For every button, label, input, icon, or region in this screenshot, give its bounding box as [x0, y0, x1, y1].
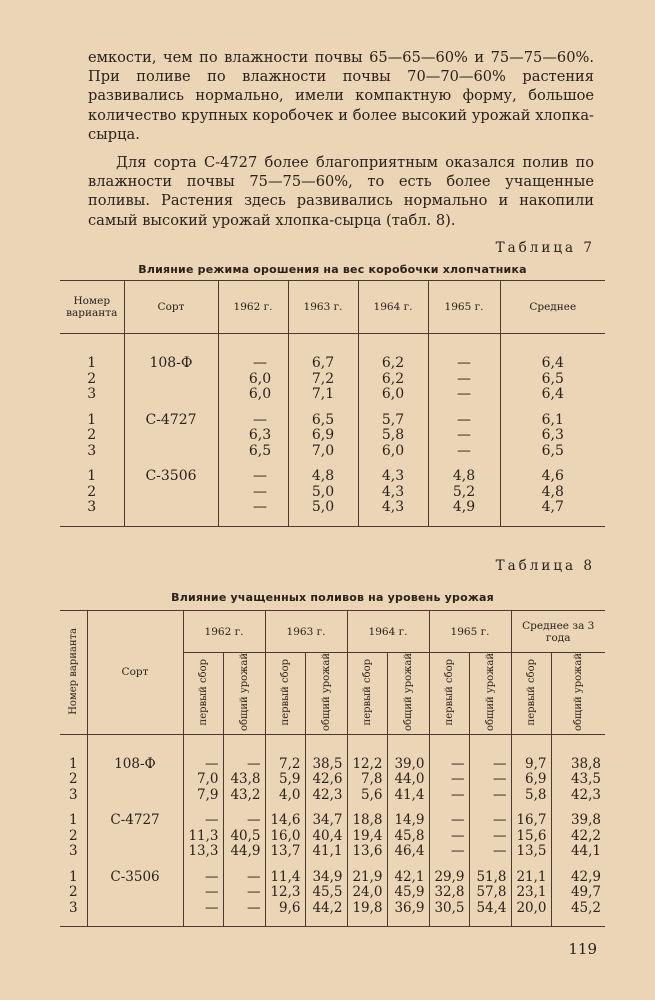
t8-cell-num: 1 [68, 755, 78, 772]
t8-cell-value: 20,0 [511, 901, 551, 917]
t7-cell-avg: 4,8 [500, 485, 605, 501]
t7-cell-1962: — [218, 356, 288, 372]
table-row [60, 387, 605, 403]
t7-cell-1965: — [428, 356, 500, 372]
t8-cell-sort: 108-Ф [87, 757, 183, 773]
table8-body [60, 734, 605, 927]
t8-cell-num: 1 [68, 868, 78, 885]
table-row [60, 372, 605, 388]
t8-cell-value: — [223, 870, 265, 886]
t8-cell-value: 11,4 [265, 870, 305, 886]
t8-cell-value: 9,7 [511, 757, 551, 773]
table8 [60, 610, 605, 927]
t8-cell-value: 44,2 [305, 901, 347, 917]
t8-cell-num: 3 [68, 899, 78, 916]
table8-label: Таблица 8 [495, 558, 595, 574]
t8-cell-value: 45,8 [387, 829, 429, 845]
paragraph-1: емкости, чем по влажности почвы 65—65—60% и 75—75—60%. При поливе по влажности почвы 70—70—60% растения развивались нормально, имели компактную форму, большое количество крупных коробочек и более высокий урожай хлопка-сырца. [88, 49, 594, 143]
t7-cell-sort [124, 444, 218, 460]
t8-cell-value: 42,2 [551, 829, 605, 845]
t7-cell-1964: 6,2 [358, 356, 428, 372]
t8-header-avg: Среднее за 3 года [511, 611, 605, 653]
t8-cell-value: 38,5 [305, 757, 347, 773]
t7-cell-1962: 6,0 [218, 387, 288, 403]
t8-cell-value: — [469, 829, 511, 845]
t7-cell-1965: 4,8 [428, 469, 500, 485]
t7-cell-avg: 6,4 [500, 356, 605, 372]
t8-cell-value: 18,8 [347, 813, 387, 829]
table-row [60, 469, 605, 485]
t7-cell-1965: — [428, 428, 500, 444]
t7-cell-1963: 7,2 [288, 372, 358, 388]
t8-header-1964: 1964 г. [347, 611, 429, 653]
t7-cell-1963: 4,8 [288, 469, 358, 485]
t7-cell-1963: 6,5 [288, 413, 358, 429]
table-row [60, 500, 605, 516]
t8-cell-sort [87, 788, 183, 804]
t8-cell-value: 42,1 [387, 870, 429, 886]
t8-subheader-first: первый сбор [511, 653, 551, 735]
t8-cell-value: — [429, 844, 469, 860]
t8-cell-value: 45,9 [387, 885, 429, 901]
t7-cell-avg: 6,1 [500, 413, 605, 429]
t7-header-1963: 1963 г. [288, 281, 358, 334]
t7-cell-1963: 6,7 [288, 356, 358, 372]
table-row [60, 356, 605, 372]
t8-cell-value: — [469, 772, 511, 788]
t8-cell-sort [87, 901, 183, 917]
t8-cell-value: 7,2 [265, 757, 305, 773]
t8-cell-value: 43,5 [551, 772, 605, 788]
t8-cell-value: 42,9 [551, 870, 605, 886]
t7-cell-num: 1 [87, 468, 97, 484]
t7-cell-sort [124, 372, 218, 388]
table-row [60, 788, 605, 804]
t8-cell-value: — [223, 757, 265, 773]
table8-title: Влияние учащенных поливов на уровень урожая [171, 591, 494, 604]
t8-cell-value: 16,7 [511, 813, 551, 829]
t8-cell-value: — [429, 813, 469, 829]
t8-cell-value: 19,8 [347, 901, 387, 917]
t8-cell-value: 32,8 [429, 885, 469, 901]
table-row [60, 844, 605, 860]
t7-cell-num: 2 [87, 483, 97, 500]
t7-cell-sort [124, 428, 218, 444]
t8-subheader-total: общий урожай [223, 653, 265, 735]
t8-cell-value: — [183, 870, 223, 886]
t8-cell-value: 13,5 [511, 844, 551, 860]
t8-cell-value: 5,6 [347, 788, 387, 804]
t8-cell-value: 6,9 [511, 772, 551, 788]
t7-cell-1965: — [428, 372, 500, 388]
t7-cell-avg: 4,7 [500, 500, 605, 516]
t8-cell-value: 21,9 [347, 870, 387, 886]
t7-cell-1964: 6,2 [358, 372, 428, 388]
t7-header-1965: 1965 г. [428, 281, 500, 334]
t8-cell-num: 1 [68, 812, 78, 829]
t8-cell-value: 14,9 [387, 813, 429, 829]
t8-cell-value: — [469, 844, 511, 860]
t7-cell-1964: 6,0 [358, 387, 428, 403]
t8-cell-value: 14,6 [265, 813, 305, 829]
t7-cell-1962: — [218, 485, 288, 501]
t8-cell-value: 16,0 [265, 829, 305, 845]
table-row [60, 829, 605, 845]
table-row [60, 772, 605, 788]
t8-subheader-first: первый сбор [265, 653, 305, 735]
t7-header-1964: 1964 г. [358, 281, 428, 334]
t8-cell-num: 2 [68, 771, 78, 788]
t7-header-variant: Номер варианта [60, 281, 124, 334]
t8-cell-value: 4,0 [265, 788, 305, 804]
t8-cell-num: 3 [68, 786, 78, 803]
t8-cell-value: — [429, 772, 469, 788]
table7-title: Влияние режима орошения на вес коробочки хлопчатника [138, 263, 527, 276]
t8-cell-value: 12,2 [347, 757, 387, 773]
t8-cell-value: 44,0 [387, 772, 429, 788]
t8-cell-value: — [429, 757, 469, 773]
t8-cell-value: 57,8 [469, 885, 511, 901]
t7-header-avg: Среднее [500, 281, 605, 334]
t7-cell-1963: 7,1 [288, 387, 358, 403]
t8-header-sort: Сорт [87, 611, 183, 735]
t8-cell-value: 40,4 [305, 829, 347, 845]
t8-cell-value: 13,3 [183, 844, 223, 860]
t7-cell-avg: 6,4 [500, 387, 605, 403]
t8-cell-sort [87, 844, 183, 860]
t8-subheader-total: общий урожай [387, 653, 429, 735]
table-row [60, 901, 605, 917]
t8-subheader-total: общий урожай [469, 653, 511, 735]
t8-cell-value: 11,3 [183, 829, 223, 845]
t8-cell-value: 34,9 [305, 870, 347, 886]
t8-cell-value: 49,7 [551, 885, 605, 901]
t7-cell-num: 3 [87, 386, 97, 402]
t8-cell-value: — [429, 788, 469, 804]
t8-cell-value: — [183, 885, 223, 901]
t7-cell-num: 3 [87, 499, 97, 515]
table-row [60, 813, 605, 829]
t8-cell-value: 51,8 [469, 870, 511, 886]
t8-cell-value: 19,4 [347, 829, 387, 845]
t7-header-sort: Сорт [124, 281, 218, 334]
t8-cell-sort: С-3506 [87, 870, 183, 886]
t7-cell-1963: 5,0 [288, 500, 358, 516]
t8-cell-value: — [469, 757, 511, 773]
t7-cell-num: 2 [87, 370, 97, 387]
t7-cell-avg: 6,3 [500, 428, 605, 444]
t7-cell-avg: 6,5 [500, 372, 605, 388]
t8-subheader-first: первый сбор [347, 653, 387, 735]
t7-cell-avg: 4,6 [500, 469, 605, 485]
t8-cell-value: 45,2 [551, 901, 605, 917]
t7-cell-1963: 6,9 [288, 428, 358, 444]
t7-cell-sort [124, 500, 218, 516]
t8-cell-value: 15,6 [511, 829, 551, 845]
t8-header-1962: 1962 г. [183, 611, 265, 653]
table-row [60, 885, 605, 901]
t7-cell-1964: 4,3 [358, 469, 428, 485]
t8-cell-value: 12,3 [265, 885, 305, 901]
t8-cell-value: 38,8 [551, 757, 605, 773]
t8-cell-value: — [469, 788, 511, 804]
t7-cell-1964: 5,7 [358, 413, 428, 429]
t8-cell-value: 7,8 [347, 772, 387, 788]
t8-cell-value: 43,8 [223, 772, 265, 788]
t8-cell-num: 2 [68, 827, 78, 844]
t8-cell-value: 36,9 [387, 901, 429, 917]
t8-cell-value: — [183, 901, 223, 917]
t8-cell-value: 5,9 [265, 772, 305, 788]
t8-subheader-total: общий урожай [551, 653, 605, 735]
t7-cell-1962: 6,3 [218, 428, 288, 444]
table-row [60, 428, 605, 444]
t8-cell-num: 2 [68, 884, 78, 901]
t8-cell-value: 46,4 [387, 844, 429, 860]
t7-cell-1965: — [428, 413, 500, 429]
t7-cell-avg: 6,5 [500, 444, 605, 460]
t8-cell-value: 39,8 [551, 813, 605, 829]
t8-cell-sort [87, 772, 183, 788]
t8-cell-value: 44,1 [551, 844, 605, 860]
t8-cell-value: 41,4 [387, 788, 429, 804]
t8-cell-value: 9,6 [265, 901, 305, 917]
t8-cell-value: 24,0 [347, 885, 387, 901]
t8-header-variant: Номер варианта [60, 611, 87, 735]
t8-cell-value: 29,9 [429, 870, 469, 886]
t8-cell-value: — [223, 885, 265, 901]
t7-cell-1962: — [218, 500, 288, 516]
t8-cell-value: 13,6 [347, 844, 387, 860]
t8-header-1963: 1963 г. [265, 611, 347, 653]
t8-cell-value: 7,9 [183, 788, 223, 804]
t8-cell-value: 42,3 [551, 788, 605, 804]
page-number: 119 [568, 940, 597, 958]
t7-cell-1965: 5,2 [428, 485, 500, 501]
t7-cell-1964: 5,8 [358, 428, 428, 444]
t8-cell-value: — [183, 813, 223, 829]
t8-cell-value: 42,6 [305, 772, 347, 788]
t8-cell-value: 23,1 [511, 885, 551, 901]
t8-cell-value: 39,0 [387, 757, 429, 773]
t8-cell-value: 40,5 [223, 829, 265, 845]
t8-cell-value: — [469, 813, 511, 829]
t7-cell-sort [124, 485, 218, 501]
table-row [60, 444, 605, 460]
t8-cell-num: 3 [68, 843, 78, 860]
t8-cell-value: 45,5 [305, 885, 347, 901]
t8-subheader-first: первый сбор [429, 653, 469, 735]
t8-cell-value: 54,4 [469, 901, 511, 917]
t8-cell-value: 21,1 [511, 870, 551, 886]
t7-cell-1963: 5,0 [288, 485, 358, 501]
t7-cell-num: 1 [87, 355, 97, 371]
t7-cell-sort [124, 387, 218, 403]
t7-cell-sort: С-3506 [124, 469, 218, 485]
table7-label: Таблица 7 [495, 240, 595, 256]
t8-cell-sort: С-4727 [87, 813, 183, 829]
t7-cell-1965: 4,9 [428, 500, 500, 516]
t7-cell-1964: 6,0 [358, 444, 428, 460]
t8-cell-value: 41,1 [305, 844, 347, 860]
t8-subheader-total: общий урожай [305, 653, 347, 735]
table-row [60, 757, 605, 773]
table-row [60, 485, 605, 501]
table-row [60, 413, 605, 429]
t8-cell-value: — [223, 813, 265, 829]
t8-cell-value: 13,7 [265, 844, 305, 860]
t8-cell-value: 44,9 [223, 844, 265, 860]
t7-cell-1962: 6,5 [218, 444, 288, 460]
t7-cell-sort: 108-Ф [124, 356, 218, 372]
t8-cell-value: — [183, 757, 223, 773]
table7 [60, 280, 605, 527]
t7-header-1962: 1962 г. [218, 281, 288, 334]
t8-cell-sort [87, 885, 183, 901]
t8-cell-value: 43,2 [223, 788, 265, 804]
t8-cell-value: 30,5 [429, 901, 469, 917]
t8-cell-sort [87, 829, 183, 845]
t8-cell-value: — [429, 829, 469, 845]
t8-cell-value: — [223, 901, 265, 917]
t7-cell-1965: — [428, 387, 500, 403]
t7-cell-1963: 7,0 [288, 444, 358, 460]
t7-cell-1962: — [218, 413, 288, 429]
t7-cell-1965: — [428, 444, 500, 460]
t7-cell-1962: — [218, 469, 288, 485]
t7-cell-1964: 4,3 [358, 500, 428, 516]
t7-cell-num: 3 [87, 442, 97, 459]
t8-cell-value: 7,0 [183, 772, 223, 788]
t8-header-1965: 1965 г. [429, 611, 511, 653]
t8-cell-value: 34,7 [305, 813, 347, 829]
t8-cell-value: 5,8 [511, 788, 551, 804]
t7-cell-num: 2 [87, 427, 97, 443]
t7-cell-sort: С-4727 [124, 413, 218, 429]
paragraph-2: Для сорта С-4727 более благоприятным оказался полив по влажности почвы 75—75—60%, то есть более учащенные поливы. Растения здесь развивались нормально и накопили самый высокий урожай хлопка-сырца (табл. 8). [88, 154, 594, 229]
table7-body [60, 334, 605, 527]
t7-cell-num: 1 [87, 411, 97, 428]
table-row [60, 870, 605, 886]
t7-cell-1964: 4,3 [358, 485, 428, 501]
t7-cell-1962: 6,0 [218, 372, 288, 388]
t8-subheader-first: первый сбор [183, 653, 223, 735]
t8-cell-value: 42,3 [305, 788, 347, 804]
